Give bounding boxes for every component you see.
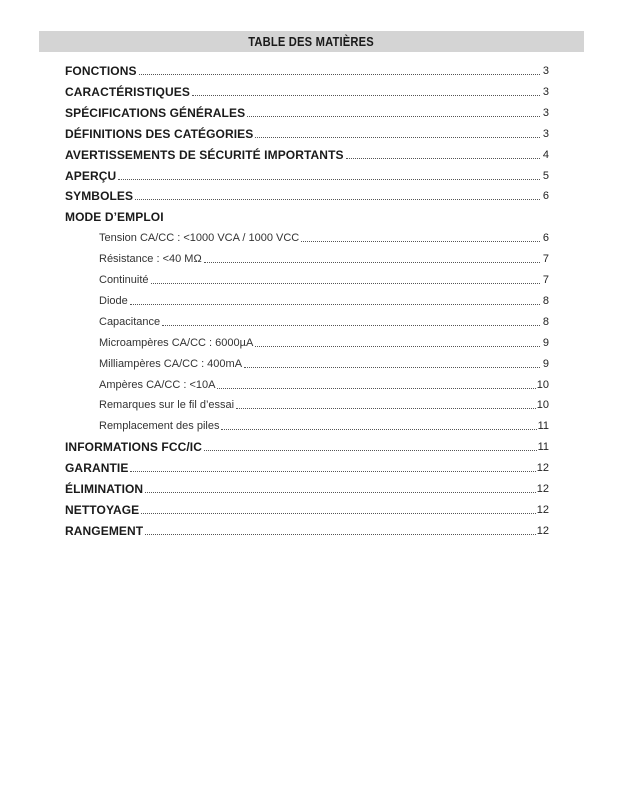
toc-entry-page-number: 9 — [542, 357, 549, 370]
toc-entry-label: APERÇU — [65, 168, 117, 183]
dot-leader — [139, 73, 540, 75]
toc-entry[interactable] — [65, 104, 549, 120]
toc-entry-label: Remarques sur le fil d’essai — [99, 399, 235, 412]
toc-entry-label: Résistance : <40 MΩ — [99, 253, 202, 266]
dot-leader — [346, 157, 540, 159]
dot-leader — [145, 491, 536, 493]
dot-leader — [135, 198, 540, 200]
toc-entry[interactable] — [65, 167, 549, 183]
toc-entry-page-number: 4 — [542, 148, 549, 161]
toc-entry[interactable] — [65, 83, 549, 99]
toc-entry-label: Ampères CA/CC : <10A — [99, 378, 216, 391]
toc-entry[interactable] — [65, 250, 549, 266]
dot-leader — [141, 512, 535, 514]
toc-entry[interactable] — [65, 480, 549, 496]
toc-entry-label: SPÉCIFICATIONS GÉNÉRALES — [65, 105, 246, 120]
toc-entry-page-number: 5 — [542, 169, 549, 182]
toc-entry[interactable] — [65, 292, 549, 308]
toc-entry-label: FONCTIONS — [65, 64, 137, 78]
toc-entry[interactable] — [65, 396, 549, 412]
toc-entry-label: Microampères CA/CC : 6000µA — [99, 336, 254, 349]
toc-entry-label: MODE D’EMPLOI — [65, 210, 164, 225]
toc-entry-page-number: 6 — [542, 190, 549, 203]
toc-entry-page-number: 12 — [536, 503, 549, 516]
toc-entry[interactable] — [65, 438, 549, 454]
toc-entry[interactable] — [65, 62, 549, 78]
dot-leader — [244, 366, 540, 368]
toc-entry[interactable] — [65, 229, 549, 245]
toc-entry[interactable] — [65, 313, 549, 329]
toc-entry-label: INFORMATIONS FCC/IC — [65, 440, 202, 455]
dot-leader — [166, 220, 540, 221]
toc-entry-page-number: 7 — [542, 253, 549, 266]
dot-leader — [192, 94, 540, 96]
dot-leader — [162, 324, 540, 326]
toc-entry-label: Tension CA/CC : <1000 VCA / 1000 VCC — [99, 232, 300, 245]
toc-entry-page-number: 8 — [542, 315, 549, 328]
toc-entry-label: GARANTIE — [65, 461, 129, 476]
toc-entry[interactable] — [65, 271, 549, 287]
dot-leader — [151, 282, 540, 284]
dot-leader — [255, 136, 540, 138]
dot-leader — [130, 303, 540, 305]
page-title: TABLE DES MATIÈRES — [248, 34, 375, 49]
toc-entry-label: Remplacement des piles — [99, 420, 220, 433]
toc-entry-label: SYMBOLES — [65, 189, 134, 204]
toc-entry-page-number: 6 — [542, 232, 549, 245]
dot-leader — [130, 470, 535, 472]
toc-entry[interactable] — [65, 459, 549, 475]
toc-entry-label: Diode — [99, 294, 128, 307]
toc-entry-page-number: 10 — [536, 378, 549, 391]
toc-entry-label: AVERTISSEMENTS DE SÉCURITÉ IMPORTANTS — [65, 147, 344, 162]
toc-entry-label: Continuité — [99, 274, 149, 286]
toc-entry-page-number: 7 — [542, 274, 549, 286]
toc-title-bar — [39, 31, 584, 52]
toc-entry[interactable] — [65, 501, 549, 517]
dot-leader — [145, 533, 536, 535]
toc-entry-label: Capacitance — [99, 315, 161, 328]
toc-entry-page-number: 11 — [537, 441, 549, 454]
toc-entry-page-number: 12 — [536, 524, 549, 537]
toc-entry-page-number: 10 — [536, 399, 549, 412]
dot-leader — [118, 178, 540, 180]
toc-entry-page-number: 8 — [542, 294, 549, 307]
toc-entry[interactable] — [65, 417, 549, 433]
toc-entry[interactable] — [65, 334, 549, 350]
toc-entry-label: NETTOYAGE — [65, 502, 140, 517]
dot-leader — [221, 428, 536, 430]
toc-entry-page-number: 3 — [542, 85, 549, 98]
dot-leader — [247, 115, 540, 117]
dot-leader — [301, 240, 540, 242]
toc-entry[interactable] — [65, 125, 549, 141]
toc-entry-label: CARACTÉRISTIQUES — [65, 84, 190, 99]
toc-entry[interactable] — [65, 187, 549, 203]
toc-entry-page-number: 3 — [542, 65, 549, 77]
toc-entry-label: Milliampères CA/CC : 400mA — [99, 357, 243, 370]
toc-entry-label: ÉLIMINATION — [65, 482, 144, 496]
toc-entry-page-number: 3 — [542, 106, 549, 119]
toc-entry[interactable] — [65, 522, 549, 538]
toc-entry-page-number: 11 — [537, 420, 549, 433]
toc-entry-page-number: 9 — [542, 336, 549, 349]
dot-leader — [255, 345, 540, 347]
dot-leader — [217, 387, 535, 389]
toc-entry[interactable] — [65, 208, 549, 224]
toc-entry-label: RANGEMENT — [65, 523, 144, 538]
toc-entry[interactable] — [65, 376, 549, 392]
toc-entry[interactable] — [65, 355, 549, 371]
toc-entry-label: DÉFINITIONS DES CATÉGORIES — [65, 126, 254, 141]
dot-leader — [204, 449, 537, 451]
dot-leader — [204, 261, 540, 263]
toc-entry-page-number: 12 — [536, 483, 549, 495]
toc-entry-page-number: 3 — [542, 127, 549, 140]
toc-entry[interactable] — [65, 146, 549, 162]
toc-entry-page-number: 12 — [536, 462, 549, 475]
dot-leader — [236, 407, 536, 409]
